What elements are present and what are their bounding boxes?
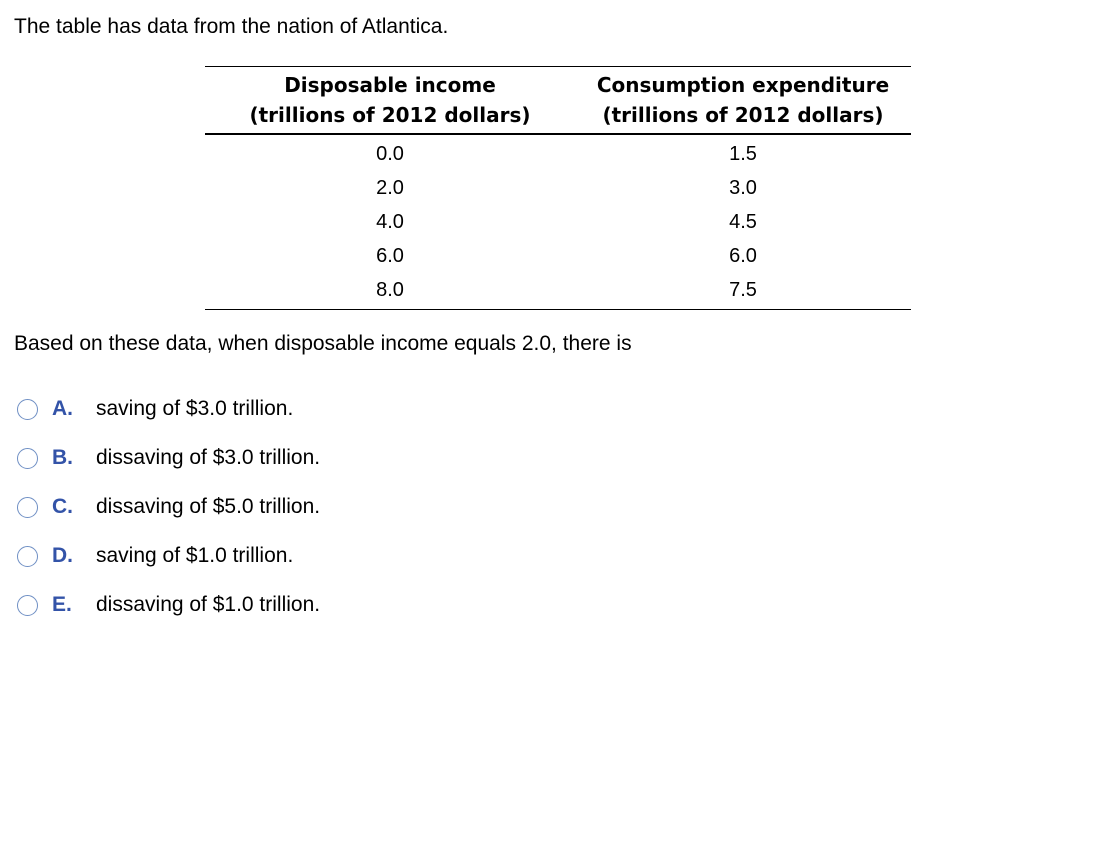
table-row	[205, 171, 911, 205]
option-text: dissaving of $5.0 trillion.	[96, 495, 321, 518]
radio-button-icon[interactable]	[17, 448, 38, 469]
header-disposable-income	[205, 67, 575, 135]
option-letter: B.	[52, 446, 73, 469]
option-letter: D.	[52, 544, 73, 567]
option-c[interactable]	[14, 491, 320, 523]
cell-consumption-expenditure: 3.0	[729, 177, 757, 199]
header-consumption-expenditure-unit: (trillions of 2012 dollars)	[602, 103, 884, 127]
option-a[interactable]	[14, 393, 320, 425]
intro-text: The table has data from the nation of Atlantica.	[14, 15, 449, 38]
option-letter: A.	[52, 397, 73, 420]
radio-button-icon[interactable]	[17, 595, 38, 616]
cell-disposable-income: 0.0	[376, 143, 404, 165]
header-consumption-expenditure	[575, 67, 911, 135]
radio-button-icon[interactable]	[17, 546, 38, 567]
header-disposable-income-unit: (trillions of 2012 dollars)	[249, 103, 531, 127]
data-table	[205, 66, 911, 310]
cell-consumption-expenditure: 7.5	[729, 279, 757, 301]
option-d[interactable]	[14, 540, 320, 572]
cell-consumption-expenditure: 6.0	[729, 245, 757, 267]
option-text: dissaving of $1.0 trillion.	[96, 593, 321, 616]
cell-consumption-expenditure: 4.5	[729, 211, 757, 233]
option-text: dissaving of $3.0 trillion.	[96, 446, 321, 469]
option-b[interactable]	[14, 442, 320, 474]
option-text: saving of $3.0 trillion.	[96, 397, 294, 420]
table-header-row	[205, 67, 911, 135]
header-consumption-expenditure-title: Consumption expenditure	[596, 73, 890, 97]
table-row	[205, 239, 911, 273]
question-text: Based on these data, when disposable income equals 2.0, there is	[14, 332, 632, 355]
option-text: saving of $1.0 trillion.	[96, 544, 294, 567]
cell-consumption-expenditure: 1.5	[729, 143, 757, 165]
cell-disposable-income: 2.0	[376, 177, 404, 199]
option-letter: C.	[52, 495, 73, 518]
option-letter: E.	[52, 593, 72, 616]
cell-disposable-income: 8.0	[376, 279, 404, 301]
table-row	[205, 273, 911, 310]
cell-disposable-income: 6.0	[376, 245, 404, 267]
radio-button-icon[interactable]	[17, 497, 38, 518]
option-e[interactable]	[14, 589, 320, 621]
table-row	[205, 134, 911, 171]
cell-disposable-income: 4.0	[376, 211, 404, 233]
radio-button-icon[interactable]	[17, 399, 38, 420]
answer-options	[14, 393, 320, 638]
header-disposable-income-title: Disposable income	[284, 73, 496, 97]
table-row	[205, 205, 911, 239]
